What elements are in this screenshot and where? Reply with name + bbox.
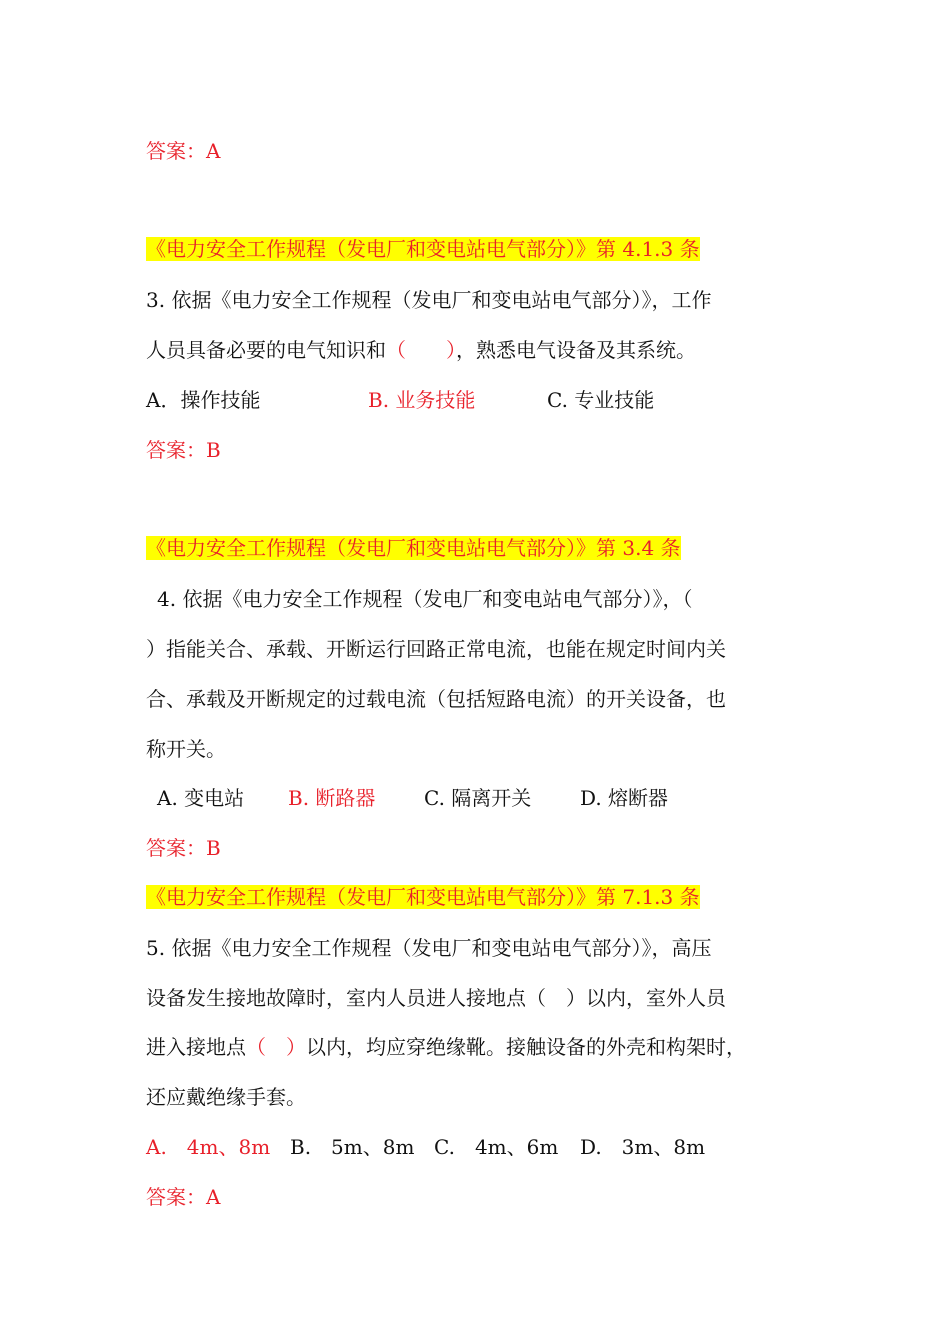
question-3-line-2	[146, 335, 696, 365]
option-3-a: A．操作技能	[146, 388, 261, 412]
answer-1: 答案：A	[146, 139, 221, 163]
question-5-blank: （ ）	[246, 1035, 306, 1059]
question-5-line-1: 5. 依据《电力安全工作规程（发电厂和变电站电气部分）》，高压	[146, 936, 712, 960]
question-5-line-2: 设备发生接地故障时，室内人员进人接地点（ ）以内，室外人员	[146, 986, 726, 1010]
reference-4	[146, 533, 681, 563]
question-5-line-3	[146, 1032, 746, 1062]
option-5-a: A. 4m、8m	[146, 1135, 271, 1159]
question-3-blank: （ ）	[386, 338, 456, 362]
reference-4-text: 《电力安全工作规程（发电厂和变电站电气部分）》第 3.4 条	[146, 536, 681, 560]
question-4-line-2: ）指能关合、承载、开断运行回路正常电流，也能在规定时间内关	[146, 637, 726, 661]
options-3	[0, 385, 950, 415]
option-4-d: D. 熔断器	[580, 786, 669, 810]
question-5-line-3-b: 以内，均应穿绝缘靴。接触设备的外壳和构架时，	[306, 1035, 746, 1059]
reference-3-text: 《电力安全工作规程（发电厂和变电站电气部分）》第 4.1.3 条	[146, 237, 700, 261]
option-4-c: C. 隔离开关	[424, 786, 532, 810]
answer-3: 答案：B	[146, 438, 221, 462]
option-3-c: C. 专业技能	[547, 388, 655, 412]
question-3-line-2-b: ，熟悉电气设备及其系统。	[456, 338, 696, 362]
options-5	[0, 1132, 950, 1162]
option-4-a: A. 变电站	[157, 786, 245, 810]
answer-4: 答案：B	[146, 836, 221, 860]
reference-5	[146, 882, 700, 912]
question-5-line-4: 还应戴绝缘手套。	[146, 1085, 306, 1109]
option-3-b: B. 业务技能	[368, 388, 476, 412]
option-5-c: C. 4m、6m	[434, 1135, 559, 1159]
answer-5: 答案：A	[146, 1185, 221, 1209]
option-4-b: B. 断路器	[288, 786, 376, 810]
question-4-line-4: 称开关。	[146, 737, 226, 761]
reference-5-text: 《电力安全工作规程（发电厂和变电站电气部分）》第 7.1.3 条	[146, 885, 700, 909]
reference-3	[146, 234, 700, 264]
question-3-line-2-a: 人员具备必要的电气知识和	[146, 338, 386, 362]
options-4	[0, 783, 950, 813]
option-5-b: B. 5m、8m	[290, 1135, 415, 1159]
question-3-line-1: 3. 依据《电力安全工作规程（发电厂和变电站电气部分）》，工作	[146, 288, 712, 312]
option-5-d: D. 3m、8m	[580, 1135, 706, 1159]
question-4-line-3: 合、承载及开断规定的过载电流（包括短路电流）的开关设备，也	[146, 687, 726, 711]
question-5-line-3-a: 进入接地点	[146, 1035, 246, 1059]
question-4-line-1: 4. 依据《电力安全工作规程（发电厂和变电站电气部分）》，（	[157, 587, 693, 611]
